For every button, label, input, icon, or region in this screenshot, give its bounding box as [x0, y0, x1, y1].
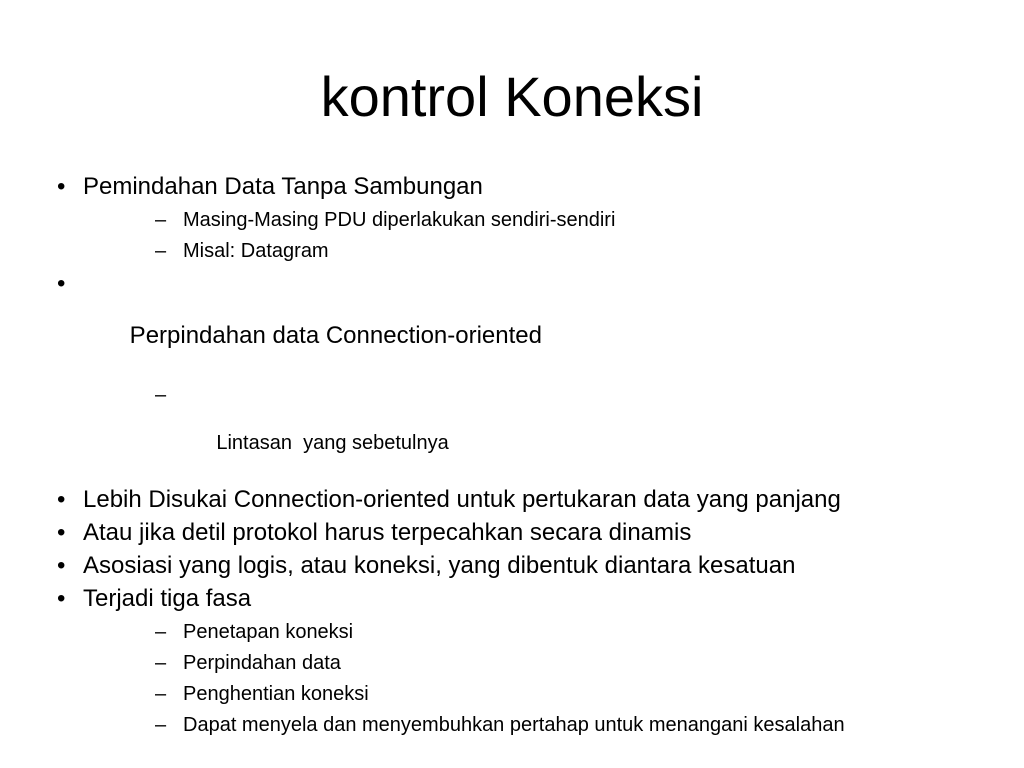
dash-marker: –	[155, 384, 167, 406]
bullet-marker: •	[57, 552, 66, 579]
bullet-item	[56, 586, 956, 612]
sub-bullet-text: Misal: Datagram	[183, 240, 329, 262]
sub-bullet-item	[56, 383, 956, 479]
sub-bullet-text: Perpindahan data	[183, 652, 341, 674]
sub-bullet-item	[56, 620, 956, 644]
bullet-text: Atau jika detil protokol harus terpecahkan secara dinamis	[83, 519, 692, 546]
bullet-text: Terjadi tiga fasa	[83, 585, 252, 612]
bullet-item	[56, 487, 956, 513]
dash-marker: –	[155, 209, 167, 231]
sub-bullet-item	[56, 682, 956, 706]
sub-bullet-text: Penghentian koneksi	[183, 683, 369, 705]
bullet-text: Asosiasi yang logis, atau koneksi, yang dibentuk diantara kesatuan	[83, 552, 796, 579]
bullet-text: Pemindahan Data Tanpa Sambungan	[83, 173, 483, 200]
sub-bullet-text: Dapat menyela dan menyembuhkan pertahap untuk menangani kesalahan	[183, 714, 845, 736]
dash-marker: –	[155, 714, 167, 736]
sub-bullet-item	[56, 713, 943, 737]
bullet-marker: •	[57, 270, 66, 297]
sub-bullet-text: Masing-Masing PDU diperlakukan sendiri-sendiri	[183, 209, 616, 231]
slide-title: kontrol Koneksi	[320, 65, 704, 128]
sub-bullet-text: Lintasan yang sebetulnya	[216, 432, 449, 454]
dash-marker: –	[155, 683, 167, 705]
dash-marker: –	[155, 652, 167, 674]
sub-bullet-item	[56, 239, 956, 263]
sub-bullet-item	[56, 208, 956, 232]
bullet-item	[56, 553, 956, 579]
sub-bullet-item	[56, 651, 956, 675]
bullet-marker: •	[57, 585, 66, 612]
bullet-list	[56, 174, 956, 737]
bullet-marker: •	[57, 486, 66, 513]
bullet-text: Lebih Disukai Connection-oriented untuk pertukaran data yang panjang	[83, 486, 841, 513]
bullet-item	[56, 174, 956, 200]
dash-marker: –	[155, 621, 167, 643]
sub-bullet-text: Penetapan koneksi	[183, 621, 354, 643]
bullet-text: Perpindahan data Connection-oriented	[123, 322, 542, 349]
bullet-marker: •	[57, 173, 66, 200]
bullet-marker: •	[57, 519, 66, 546]
bullet-item	[56, 520, 956, 546]
bullet-item	[56, 271, 956, 375]
dash-marker: –	[155, 240, 167, 262]
